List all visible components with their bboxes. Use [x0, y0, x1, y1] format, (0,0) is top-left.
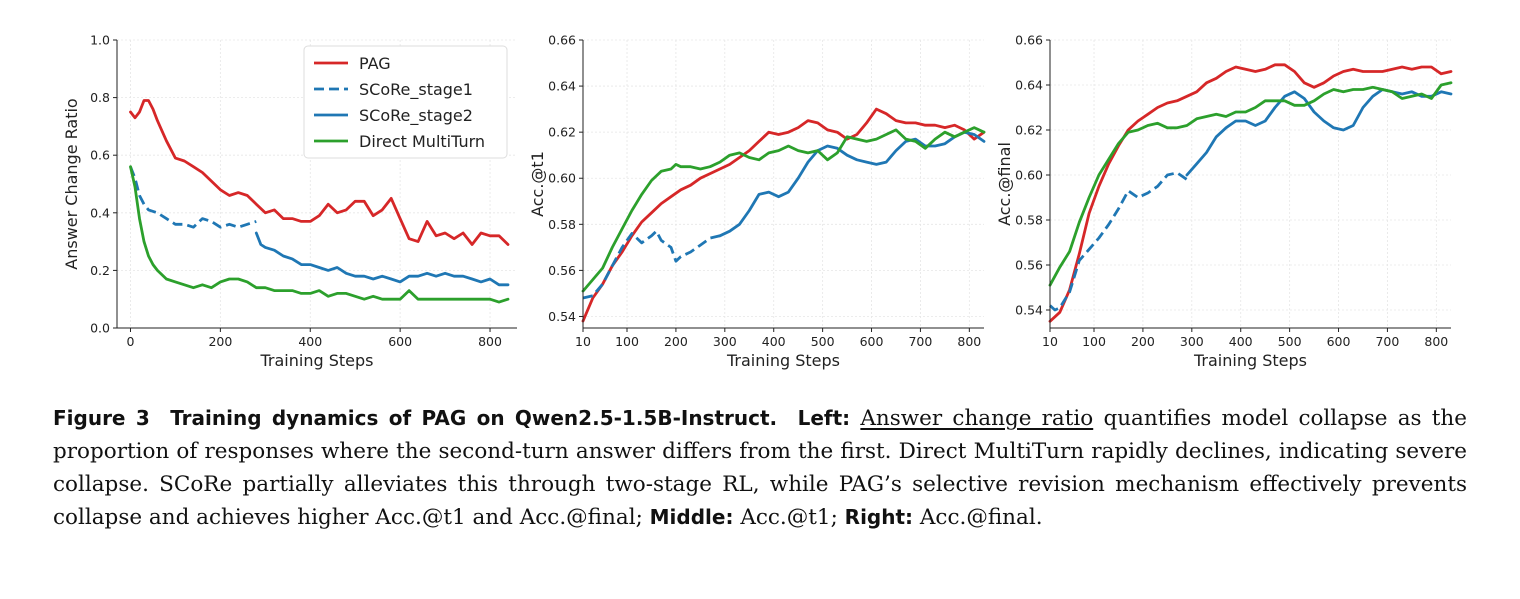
series-line-pag — [583, 109, 984, 321]
y-tick-label: 0.64 — [548, 78, 576, 94]
x-tick-label: 600 — [1326, 334, 1351, 349]
x-axis-label: Training Steps — [1194, 351, 1307, 370]
y-tick-label: 0.0 — [90, 320, 110, 336]
x-tick-label: 500 — [1277, 334, 1302, 349]
legend-label: SCoRe_stage1 — [359, 80, 473, 99]
caption-body-text: quantifies model collapse as the proportion of responses where the second-turn answer differs from the first. Direct MultiTurn rapidly declines, indicating severe collapse. SCoRe partially alleviates this through two-stage RL, while PAG’s selective revision mechanism effectively prevents collapse and achieves higher Acc.@t1 and Acc.@final; — [53, 406, 1468, 531]
caption-figure-label: Figure 3 — [53, 406, 150, 430]
caption-right-label: Right: — [844, 505, 914, 530]
x-tick-label: 600 — [859, 334, 884, 349]
x-tick-label: 100 — [615, 334, 639, 349]
x-tick-label: 400 — [761, 334, 786, 349]
series-line-direct-multiturn — [1050, 83, 1451, 285]
series-line-direct-multiturn — [583, 128, 984, 292]
series-line-score-stage2 — [720, 132, 984, 236]
x-tick-label: 400 — [1228, 334, 1253, 349]
y-tick-label: 0.4 — [90, 205, 110, 221]
series-line-score-stage1 — [1050, 173, 1187, 310]
x-tick-label: 200 — [208, 334, 233, 349]
x-tick-label: 200 — [1130, 334, 1155, 349]
y-tick-label: 0.8 — [90, 90, 110, 106]
x-tick-label: 0 — [126, 334, 135, 349]
y-tick-label: 0.54 — [1015, 302, 1043, 318]
caption-underlined-term: Answer change ratio — [860, 406, 1094, 431]
series-line-pag — [1050, 65, 1451, 322]
y-axis-label: Acc.@t1 — [528, 151, 547, 217]
y-tick-label: 0.62 — [548, 124, 576, 140]
panel-1 — [62, 33, 517, 371]
panel-2 — [528, 33, 984, 371]
caption-middle-label: Middle: — [649, 505, 734, 530]
x-axis-label: Training Steps — [260, 351, 374, 370]
y-tick-label: 0.56 — [1015, 257, 1043, 273]
x-tick-label: 10 — [575, 334, 591, 349]
x-tick-label: 10 — [1042, 334, 1058, 349]
legend-label: SCoRe_stage2 — [359, 106, 473, 125]
x-tick-label: 800 — [957, 334, 982, 349]
y-axis-label: Answer Change Ratio — [62, 98, 81, 270]
y-tick-label: 0.56 — [548, 262, 576, 278]
x-tick-label: 500 — [810, 334, 835, 349]
y-tick-label: 1.0 — [90, 32, 110, 48]
y-tick-label: 0.66 — [1015, 32, 1043, 48]
legend — [304, 46, 507, 158]
x-tick-label: 800 — [1424, 334, 1449, 349]
y-tick-label: 0.66 — [548, 32, 576, 48]
y-tick-label: 0.60 — [1015, 167, 1043, 183]
x-axis-label: Training Steps — [727, 351, 840, 370]
caption-figure-title: Training dynamics of PAG on Qwen2.5-1.5B-Instruct. — [170, 406, 778, 430]
y-axis-label: Acc.@final — [995, 142, 1014, 226]
x-tick-label: 400 — [298, 334, 323, 349]
legend-label: PAG — [359, 54, 391, 73]
y-tick-label: 0.64 — [1015, 77, 1043, 93]
y-tick-label: 0.58 — [1015, 212, 1043, 228]
caption-middle-text: Acc.@t1; — [740, 505, 838, 531]
y-tick-label: 0.6 — [90, 147, 110, 163]
x-tick-label: 700 — [1375, 334, 1400, 349]
y-tick-label: 0.2 — [90, 262, 110, 278]
y-tick-label: 0.60 — [548, 170, 576, 186]
y-tick-label: 0.62 — [1015, 122, 1043, 138]
x-tick-label: 800 — [478, 334, 502, 349]
legend-label: Direct MultiTurn — [359, 132, 486, 151]
x-tick-label: 700 — [908, 334, 933, 349]
x-tick-label: 300 — [1179, 334, 1204, 349]
series-line-score-stage2 — [1187, 90, 1451, 176]
x-tick-label: 600 — [388, 334, 413, 349]
caption-left-label: Left: — [797, 406, 851, 430]
series-line-score-stage1 — [131, 167, 257, 228]
x-tick-label: 100 — [1082, 334, 1106, 349]
y-tick-label: 0.58 — [548, 216, 576, 232]
y-tick-label: 0.54 — [548, 308, 576, 324]
series-line-direct-multiturn — [131, 167, 509, 302]
panel-3 — [995, 33, 1451, 371]
x-tick-label: 300 — [712, 334, 737, 349]
x-tick-label: 200 — [663, 334, 688, 349]
figure-caption — [53, 402, 1467, 535]
caption-right-text: Acc.@final. — [919, 505, 1043, 531]
